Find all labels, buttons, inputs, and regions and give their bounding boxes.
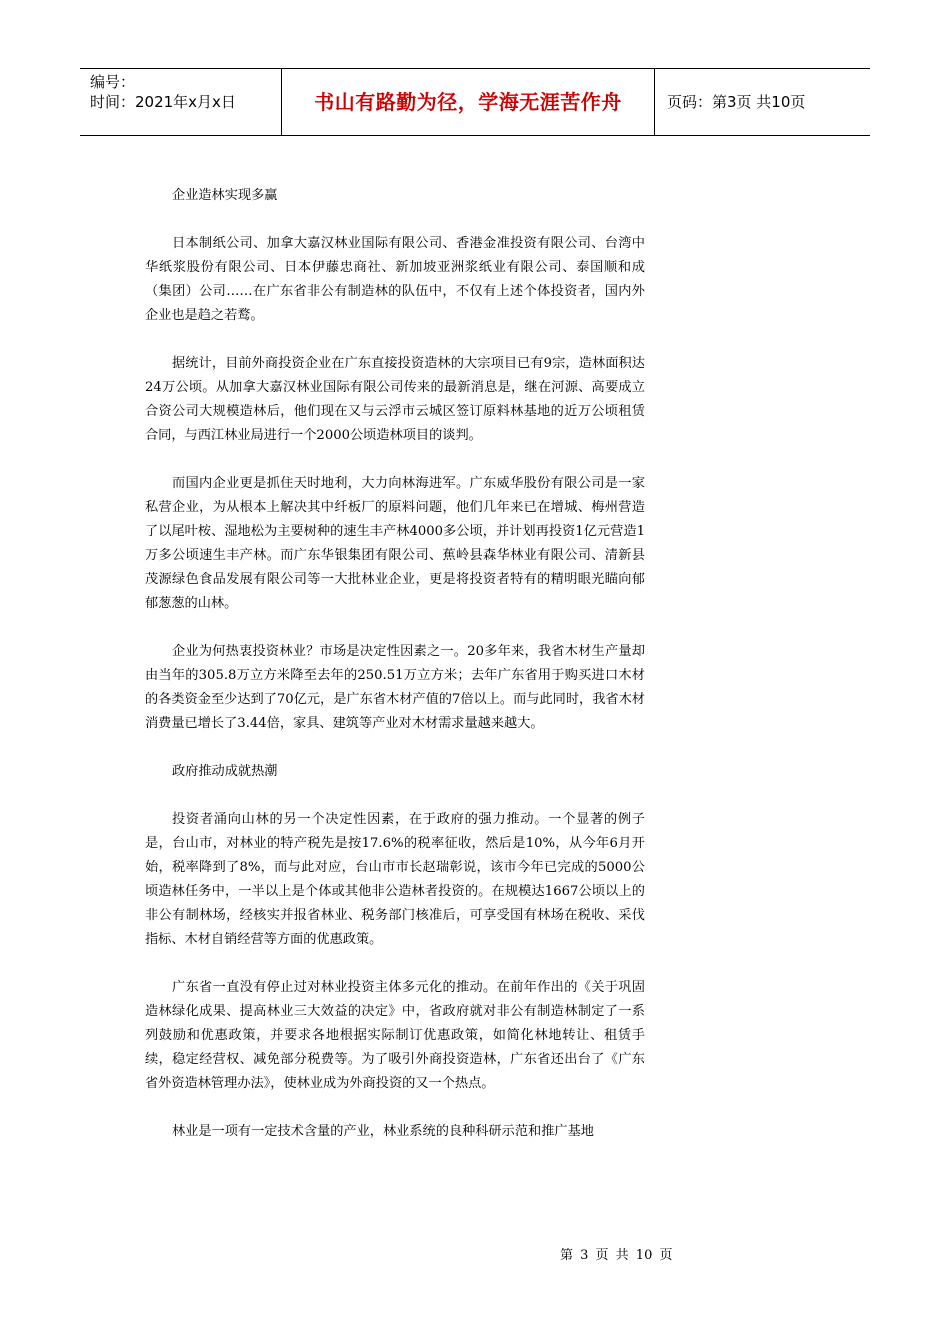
body-paragraph: 企业为何热衷投资林业？市场是决定性因素之一。20多年来，我省木材生产量却由当年的305.8万立方米降至去年的250.51万立方米；去年广东省用于购买进口木材的各类资金至少达到了70亿元，是广东省木材产值的7倍以上。而与此同时，我省木材消费量已增长了3.44倍，家具、建筑等产业对木材需求量越来越大。 [145,644,645,731]
document-date-label: 时间：2021年x月x日 [90,93,236,111]
body-paragraph: 广东省一直没有停止过对林业投资主体多元化的推动。在前年作出的《关于巩固造林绿化成果、提高林业三大效益的决定》中，省政府就对非公有制造林制定了一系列鼓励和优惠政策，并要求各地根据实际制订优惠政策，如简化林地转让、租赁手续，稳定经营权、减免部分税费等。为了吸引外商投资造林，广东省还出台了《广东省外资造林管理办法》，使林业成为外商投资的又一个热点。 [145,980,645,1091]
body-paragraph: 而国内企业更是抓住天时地利，大力向林海进军。广东威华股份有限公司是一家私营企业，为从根本上解决其中纤板厂的原料问题，他们几年来已在增城、梅州营造了以尾叶桉、湿地松为主要树种的速生丰产林4000多公顷，并计划再投资1亿元营造1万多公顷速生丰产林。而广东华银集团有限公司、蕉岭县森华林业有限公司、清新县茂源绿色食品发展有限公司等一大批林业企业，更是将投资者特有的精明眼光瞄向郁郁葱葱的山林。 [145,476,645,611]
document-body [145,184,645,1168]
header-page-info: 页码：第3页 共10页 [667,93,806,111]
document-number-label: 编号： [90,73,136,91]
page-header [80,68,870,136]
body-paragraph: 据统计，目前外商投资企业在广东直接投资造林的大宗项目已有9宗，造林面积达24万公顷。从加拿大嘉汉林业国际有限公司传来的最新消息是，继在河源、高要成立合资公司大规模造林后，他们现在又与云浮市云城区签订原料林基地的近万公顷租赁合同，与西江林业局进行一个2000公顷造林项目的谈判。 [145,356,645,443]
header-left-cell [80,69,281,135]
body-paragraph: 日本制纸公司、加拿大嘉汉林业国际有限公司、香港金准投资有限公司、台湾中华纸浆股份有限公司、日本伊藤忠商社、新加坡亚洲浆纸业有限公司、泰国顺和成（集团）公司……在广东省非公有制造林的队伍中，不仅有上述个体投资者，国内外企业也是趋之若鹜。 [145,236,645,323]
body-paragraph: 投资者涌向山林的另一个决定性因素，在于政府的强力推动。一个显著的例子是，台山市，对林业的特产税先是按17.6%的税率征收，然后是10%，从今年6月开始，税率降到了8%，而与此对应，台山市市长赵瑞彰说，该市今年已完成的5000公顷造林任务中，一半以上是个体或其他非公造林者投资的。在规模达1667公顷以上的非公有制林场，经核实并报省林业、税务部门核准后，可享受国有林场在税收、采伐指标、木材自销经营等方面的优惠政策。 [145,812,645,947]
body-paragraph: 林业是一项有一定技术含量的产业，林业系统的良种科研示范和推广基地 [172,1124,594,1139]
page-footer: 第 3 页 共 10 页 [560,1248,673,1263]
section-heading: 企业造林实现多赢 [172,188,278,203]
header-motto: 书山有路勤为径，学海无涯苦作舟 [281,69,655,135]
section-heading: 政府推动成就热潮 [172,764,278,779]
